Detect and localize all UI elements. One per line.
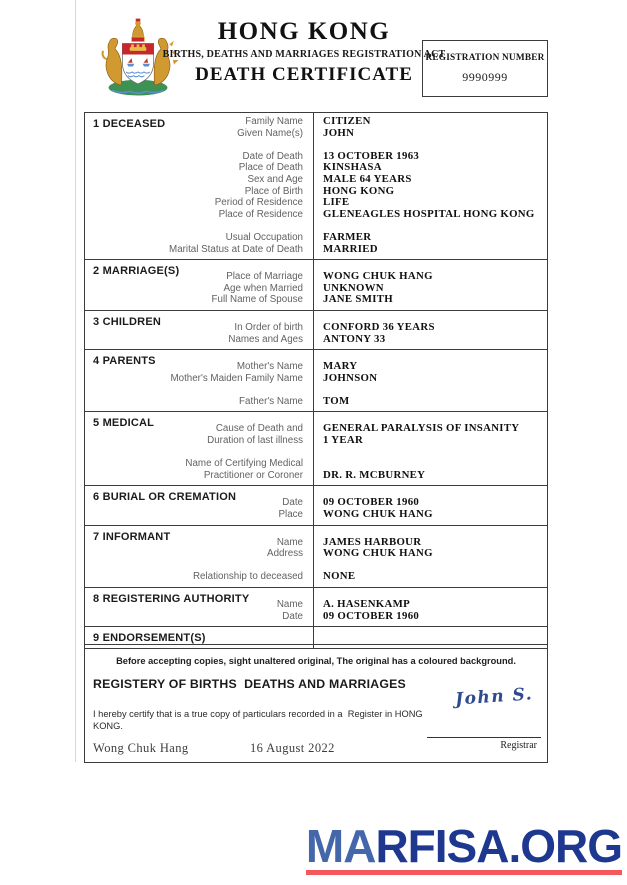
field-label: Place of Residence: [218, 208, 303, 220]
field-label: Given Name(s): [237, 127, 303, 139]
field-value: JOHN: [323, 126, 355, 139]
registration-number-box: [422, 40, 548, 97]
field-value: WONG CHUK HANG: [323, 508, 433, 521]
field-label: Period of Residence: [214, 197, 303, 209]
registration-number-value: 9990999: [462, 70, 508, 84]
field-label: Usual Occupation: [225, 231, 303, 243]
field-value: 1 YEAR: [323, 434, 364, 447]
field-row: [85, 571, 547, 583]
field-row: [85, 174, 547, 186]
signature-line: [427, 737, 541, 738]
field-row: [85, 373, 547, 385]
copies-notice: Before accepting copies, sight unaltered original, The original has a coloured background.: [116, 656, 516, 666]
field-row: [85, 162, 547, 174]
section-title: 3 CHILDREN: [93, 315, 162, 328]
certification-footer: [84, 644, 548, 763]
field-row: [85, 197, 547, 209]
field-label: Relationship to deceased: [192, 571, 303, 583]
field-value: CITIZEN: [323, 115, 371, 127]
document-type-title: DEATH CERTIFICATE: [195, 64, 413, 85]
field-row: [85, 334, 547, 346]
field-value: ANTONY 33: [323, 332, 386, 345]
field-value: CONFORD 36 YEARS: [323, 320, 435, 333]
logo-prefix: MA: [305, 820, 376, 872]
issue-date: 16 August 2022: [250, 741, 335, 755]
field-label: Name of Certifying Medical: [185, 458, 303, 470]
act-subtitle: BIRTHS, DEATHS AND MARRIAGES REGISTRATION ACT: [162, 49, 446, 60]
registrar-signature: John S.: [454, 684, 534, 710]
field-row: [85, 283, 547, 295]
field-label: Address: [267, 548, 303, 560]
field-row: [85, 509, 547, 521]
row-spacer: [85, 384, 547, 396]
field-label: Place: [278, 509, 303, 521]
field-value: 13 OCTOBER 1963: [323, 149, 420, 162]
field-value: JAMES HARBOUR: [323, 535, 422, 548]
logo-suffix: RFISA.ORG: [375, 820, 622, 872]
field-label: Date of Death: [242, 150, 303, 162]
field-label: Name: [276, 599, 303, 610]
section-title: 7 INFORMANT: [93, 530, 171, 543]
field-label: Marital Status at Date of Death: [169, 243, 303, 255]
field-value: GENERAL PARALYSIS OF INSANITY: [323, 422, 520, 435]
field-value: JANE SMITH: [323, 293, 393, 306]
field-label: Place of Birth: [244, 185, 303, 197]
field-row: [85, 611, 547, 623]
section-parents: [85, 349, 547, 411]
field-value: WONG CHUK HANG: [323, 270, 433, 283]
field-value: WONG CHUK HANG: [323, 547, 433, 560]
section-title: 9 ENDORSEMENT(S): [93, 632, 206, 645]
field-label: Father's Name: [239, 395, 303, 407]
field-label: Place of Marriage: [226, 271, 303, 283]
field-label: Sex and Age: [247, 173, 303, 185]
field-row: [85, 151, 547, 163]
issue-place: Wong Chuk Hang: [93, 741, 189, 755]
section-title: 6 BURIAL OR CREMATION: [93, 491, 237, 504]
field-label: Duration of last illness: [207, 435, 303, 447]
field-row: [85, 232, 547, 244]
section-medical: [85, 411, 547, 485]
marfisa-logo: [305, 820, 622, 875]
section-title: 8 REGISTERING AUTHORITY: [93, 593, 250, 605]
registry-title: REGISTERY OF BIRTHS DEATHS AND MARRIAGES: [93, 677, 406, 691]
section-registering-authority: [85, 587, 547, 626]
field-label: Cause of Death and: [215, 423, 303, 435]
field-value: TOM: [323, 394, 350, 407]
field-row: [85, 186, 547, 198]
field-value: FARMER: [323, 230, 372, 243]
field-value: MARRIED: [323, 242, 378, 255]
field-label: Age when Married: [223, 282, 303, 294]
row-spacer: [85, 220, 547, 232]
row-spacer: [85, 447, 547, 459]
row-spacer: [85, 139, 547, 151]
page-title: HONG KONG: [217, 18, 391, 45]
field-value: DR. R. MCBURNEY: [323, 468, 426, 481]
field-label: In Order of birth: [234, 321, 303, 333]
section-title: 2 MARRIAGE(S): [93, 265, 180, 278]
field-value: UNKNOWN: [323, 281, 384, 294]
row-spacer: [85, 560, 547, 572]
field-value: KINSHASA: [323, 161, 382, 174]
section-burial-or-cremation: [85, 485, 547, 524]
field-label: Date: [282, 610, 303, 622]
field-label: Names and Ages: [228, 333, 303, 345]
field-row: [85, 294, 547, 306]
field-row: [85, 458, 547, 470]
section-title: 4 PARENTS: [93, 355, 156, 368]
field-label: Full Name of Spouse: [211, 294, 303, 306]
field-label: Name: [276, 536, 303, 548]
field-label: Mother's Name: [236, 361, 303, 373]
field-value: NONE: [323, 570, 356, 583]
registrar-label: Registrar: [500, 740, 537, 751]
field-value: GLENEAGLES HOSPITAL HONG KONG: [323, 207, 535, 220]
field-row: [85, 548, 547, 560]
field-row: [85, 470, 547, 482]
field-row: [85, 435, 547, 447]
certify-statement: I hereby certify that is a true copy of particulars recorded in a Register in HONG KONG.: [93, 709, 426, 731]
section-marriages: [85, 259, 547, 310]
field-value: MALE 64 YEARS: [323, 172, 412, 185]
section-title: 1 DECEASED: [93, 118, 166, 130]
field-label: Place of Death: [238, 162, 303, 174]
field-row: [85, 396, 547, 408]
field-value: A. HASENKAMP: [323, 598, 410, 610]
scan-edge-line: [75, 0, 76, 762]
field-value: HONG KONG: [323, 184, 395, 197]
field-label: Mother's Maiden Family Name: [170, 372, 303, 384]
field-value: 09 OCTOBER 1960: [323, 609, 420, 622]
marfisa-logo-text: [305, 820, 622, 872]
section-informant: [85, 525, 547, 587]
field-label: Family Name: [245, 116, 303, 127]
registration-number-label: REGISTRATION NUMBER: [425, 53, 545, 63]
field-value: JOHNSON: [323, 371, 378, 384]
field-row: [85, 244, 547, 256]
field-value: MARY: [323, 360, 358, 373]
field-label: Date: [282, 497, 303, 509]
field-row: [85, 423, 547, 435]
certificate-table: [84, 112, 548, 649]
field-value: 09 OCTOBER 1960: [323, 496, 420, 509]
field-label: Practitioner or Coroner: [203, 469, 303, 481]
section-children: [85, 310, 547, 349]
field-value: LIFE: [323, 196, 350, 209]
field-row: [85, 209, 547, 221]
section-title: 5 MEDICAL: [93, 417, 155, 430]
section-deceased: [85, 113, 547, 259]
